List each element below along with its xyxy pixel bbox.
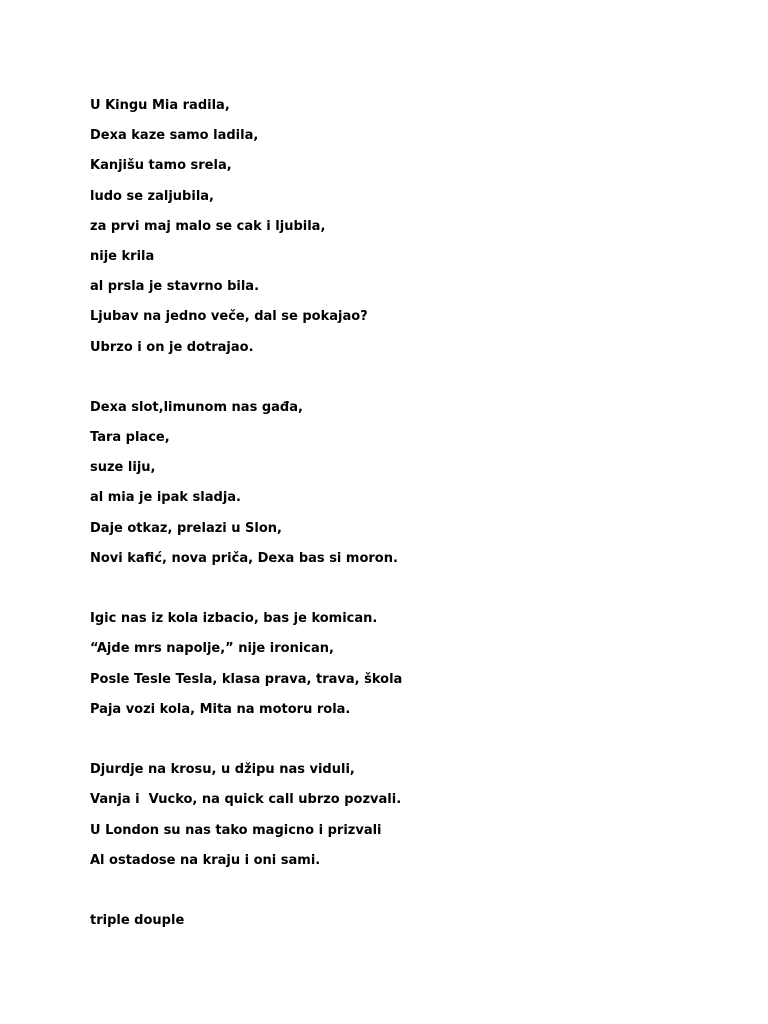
poem-line: triple douple <box>90 913 185 929</box>
poem-line: Vanja i Vucko, na quick call ubrzo pozvali. <box>90 792 402 808</box>
stanza-1 <box>90 91 730 363</box>
poem-line: Igic nas iz kola izbacio, bas je komican. <box>90 611 378 627</box>
stanza-5 <box>90 906 730 936</box>
poem-line: Posle Tesle Tesla, klasa prava, trava, škola <box>90 671 403 687</box>
poem-line: za prvi maj malo se cak i ljubila, <box>90 218 326 234</box>
poem-line: Djurdje na krosu, u džipu nas viduli, <box>90 762 355 778</box>
poem-line: “Ajde mrs napolje,” nije ironican, <box>90 641 334 657</box>
poem-line: al prsla je stavrno bila. <box>90 279 260 295</box>
stanza-2 <box>90 393 730 574</box>
poem-line: Tara place, <box>90 430 170 446</box>
poem-line: Ubrzo i on je dotrajao. <box>90 339 254 355</box>
poem-line: U Kingu Mia radila, <box>90 98 230 113</box>
stanza-3 <box>90 604 730 725</box>
poem-line: Ljubav na jedno veče, dal se pokajao? <box>90 309 368 325</box>
stanza-spacer <box>90 363 730 393</box>
poem-line: Dexa kaze samo ladila, <box>90 128 259 144</box>
poem-line: Novi kafić, nova priča, Dexa bas si moron. <box>90 550 398 566</box>
poem-line: ludo se zaljubila, <box>90 188 214 204</box>
poem-line: suze liju, <box>90 460 156 476</box>
stanza-4 <box>90 755 730 876</box>
poem-line: Dexa slot,limunom nas gađa, <box>90 399 303 415</box>
poem-line: Daje otkaz, prelazi u Slon, <box>90 520 282 536</box>
poem-line: Paja vozi kola, Mita na motoru rola. <box>90 701 351 717</box>
poem-line: nije krila <box>90 248 155 264</box>
poem-line: U London su nas tako magicno i prizvali <box>90 822 382 838</box>
stanza-spacer <box>90 725 730 755</box>
poem-line: Al ostadose na kraju i oni sami. <box>90 852 321 868</box>
poem-line: al mia je ipak sladja. <box>90 490 241 506</box>
poem-line: Kanjišu tamo srela, <box>90 158 232 174</box>
stanza-spacer <box>90 574 730 604</box>
stanza-spacer <box>90 876 730 906</box>
poem-text <box>90 91 730 936</box>
